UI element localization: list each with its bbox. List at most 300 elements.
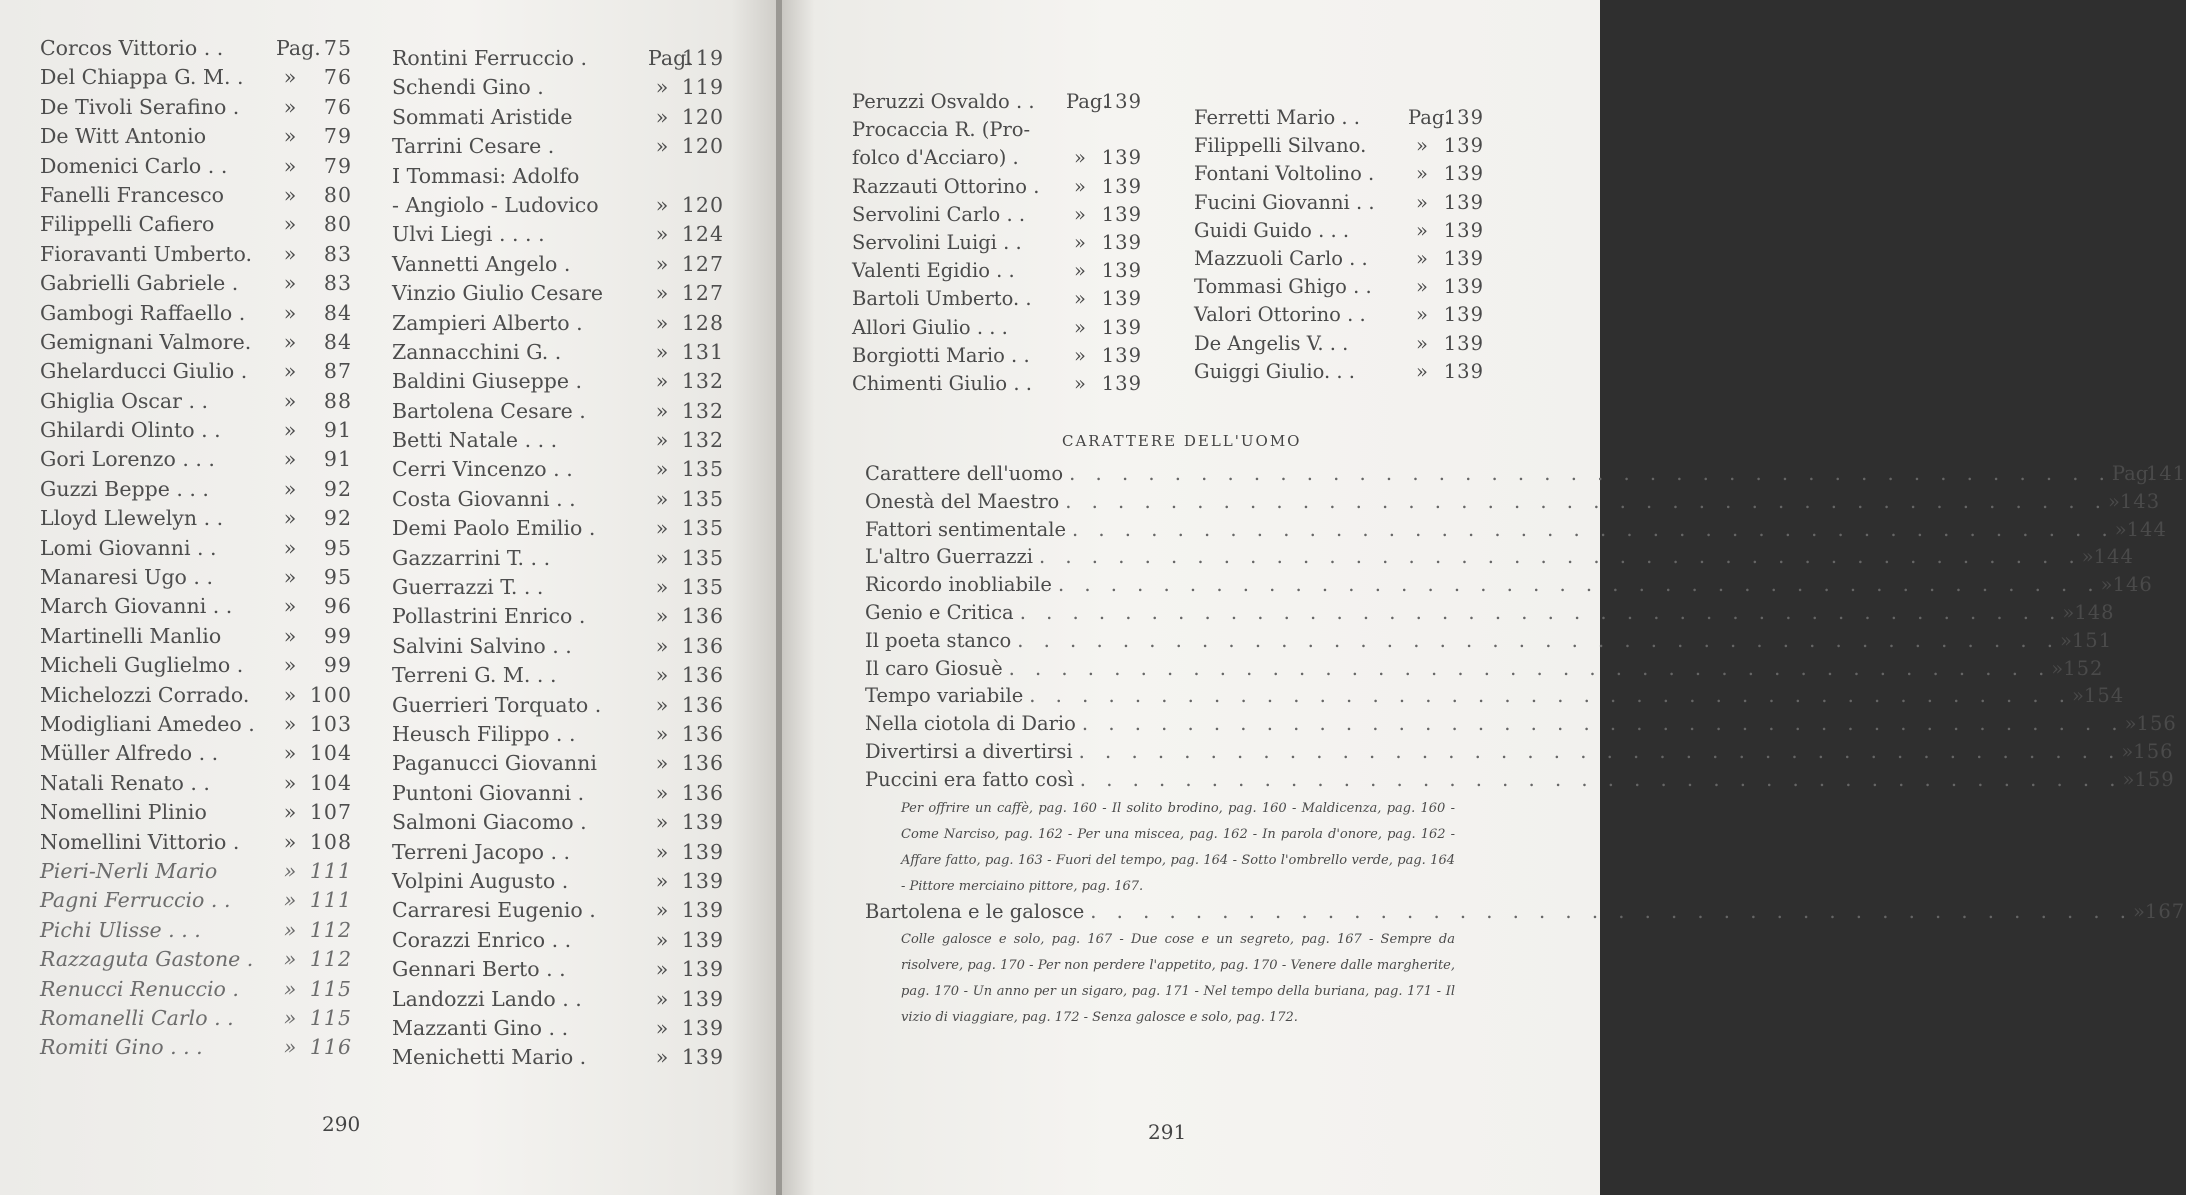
index-entry bbox=[392, 663, 724, 692]
entry-mark: » bbox=[283, 124, 297, 149]
entry-page: 139 bbox=[1443, 106, 1484, 129]
toc-entry bbox=[865, 489, 2161, 518]
entry-page: 139 bbox=[681, 839, 724, 864]
index-entry bbox=[1194, 134, 1484, 162]
entry-mark: » bbox=[1074, 146, 1086, 170]
entry-mark: » bbox=[283, 241, 297, 266]
index-entry bbox=[40, 888, 352, 917]
index-entry bbox=[40, 389, 352, 418]
toc-leader-dots: . . . . . . . . . . . . . . . . . . . . . . . . . . . . . . . . . . . . . . . . bbox=[1029, 684, 2072, 708]
entry-mark: » bbox=[283, 888, 297, 913]
entry-name: Landozzi Lando . . bbox=[392, 986, 582, 1011]
entry-name: Baldini Giuseppe . bbox=[392, 369, 582, 394]
entry-mark: Pag. bbox=[276, 36, 321, 60]
entry-name: Razzauti Ottorino . bbox=[852, 174, 1040, 198]
entry-page: 136 bbox=[681, 721, 724, 746]
entry-page: 99 bbox=[323, 623, 352, 648]
entry-page: 80 bbox=[323, 182, 352, 207]
entry-name: Cerri Vincenzo . . bbox=[392, 457, 573, 482]
index-entry bbox=[392, 751, 724, 780]
entry-name: Pagni Ferruccio . . bbox=[40, 888, 231, 913]
entry-page: 96 bbox=[323, 594, 352, 619]
right-index-column-1 bbox=[852, 90, 1142, 400]
entry-mark: » bbox=[655, 957, 669, 982]
entry-page: 135 bbox=[681, 516, 724, 541]
entry-name: Gabrielli Gabriele . bbox=[40, 271, 239, 296]
entry-mark: » bbox=[1074, 259, 1086, 283]
entry-page: 139 bbox=[681, 1045, 724, 1070]
section-title: CARATTERE DELL'UOMO bbox=[1062, 432, 1302, 450]
entry-page: 115 bbox=[309, 1005, 352, 1030]
index-entry bbox=[40, 447, 352, 476]
toc-entry bbox=[865, 739, 2174, 768]
entry-page: 135 bbox=[681, 545, 724, 570]
index-entry bbox=[852, 146, 1142, 174]
entry-page: 92 bbox=[323, 476, 352, 501]
entry-page: 139 bbox=[1443, 359, 1484, 383]
entry-mark: » bbox=[655, 868, 669, 893]
index-entry bbox=[852, 259, 1142, 287]
toc-entry bbox=[865, 517, 2167, 546]
entry-name: Valori Ottorino . . bbox=[1194, 303, 1366, 327]
toc-leader-dots: . . . . . . . . . . . . . . . . . . . . . . . . . . . . . . . . . . . . . . . . bbox=[1072, 517, 2115, 541]
entry-page: 139 bbox=[1101, 371, 1142, 395]
toc-page: 151 bbox=[2071, 628, 2113, 652]
toc-page: 144 bbox=[2093, 545, 2134, 569]
entry-mark: » bbox=[283, 741, 297, 766]
index-entry bbox=[40, 183, 352, 212]
entry-name: Micheli Guglielmo . bbox=[40, 653, 244, 678]
entry-mark: » bbox=[655, 545, 669, 570]
entry-name: Carraresi Eugenio . bbox=[392, 898, 596, 923]
entry-name: Lomi Giovanni . . bbox=[40, 535, 217, 560]
entry-mark: » bbox=[283, 711, 297, 736]
entry-page: 116 bbox=[309, 1035, 352, 1060]
toc-leader-dots: . . . . . . . . . . . . . . . . . . . . . . . . . . . . . . . . . . . . . . . . bbox=[1008, 656, 2052, 680]
index-entry bbox=[40, 565, 352, 594]
entry-page: 95 bbox=[323, 535, 352, 560]
entry-name: Zampieri Alberto . bbox=[392, 310, 583, 335]
entry-page: 132 bbox=[681, 428, 724, 453]
entry-mark: » bbox=[1416, 134, 1428, 158]
toc-entry bbox=[865, 767, 2175, 796]
entry-name: Ferretti Mario . . bbox=[1194, 106, 1360, 129]
entry-page: 136 bbox=[681, 663, 724, 688]
entry-name: Zannacchini G. . bbox=[392, 339, 562, 364]
entry-name: Renucci Renuccio . bbox=[40, 976, 239, 1001]
toc-mark: » bbox=[2122, 767, 2135, 791]
entry-mark: » bbox=[655, 339, 669, 364]
toc-entry bbox=[865, 899, 2186, 928]
entry-page: 92 bbox=[323, 506, 352, 531]
index-entry bbox=[392, 105, 724, 134]
entry-page: 107 bbox=[309, 800, 352, 825]
index-entry bbox=[392, 193, 724, 222]
entry-name: Lloyd Llewelyn . . bbox=[40, 506, 224, 531]
entry-page: 84 bbox=[323, 300, 352, 325]
entry-mark: » bbox=[655, 721, 669, 746]
entry-name: March Giovanni . . bbox=[40, 594, 233, 619]
entry-mark: » bbox=[1416, 275, 1428, 299]
entry-name: Manaresi Ugo . . bbox=[40, 565, 213, 590]
index-entry bbox=[40, 95, 352, 124]
entry-name: Corazzi Enrico . . bbox=[392, 927, 572, 952]
toc-mark: » bbox=[2132, 899, 2145, 923]
index-entry bbox=[40, 301, 352, 330]
entry-mark: » bbox=[655, 134, 669, 159]
entry-page: 111 bbox=[309, 888, 352, 913]
entry-mark: » bbox=[655, 516, 669, 541]
index-entry bbox=[852, 175, 1142, 203]
entry-name: Salmoni Giacomo . bbox=[392, 810, 587, 835]
index-entry bbox=[40, 359, 352, 388]
index-entry bbox=[392, 869, 724, 898]
entry-mark: » bbox=[1074, 315, 1086, 339]
entry-mark: » bbox=[655, 986, 669, 1011]
index-entry bbox=[40, 536, 352, 565]
entry-page: 88 bbox=[323, 388, 352, 413]
toc-title: Carattere dell'uomo bbox=[865, 462, 1064, 485]
entry-name: Ulvi Liegi . . . . bbox=[392, 222, 545, 247]
index-entry bbox=[1194, 275, 1484, 303]
entry-name: Romanelli Carlo . . bbox=[40, 1005, 234, 1030]
index-entry bbox=[40, 741, 352, 770]
entry-mark: Pag. bbox=[1408, 106, 1451, 129]
index-entry bbox=[40, 212, 352, 241]
index-entry bbox=[392, 634, 724, 663]
index-entry bbox=[392, 693, 724, 722]
index-entry bbox=[392, 516, 724, 545]
entry-name: Gennari Berto . . bbox=[392, 957, 566, 982]
index-entry bbox=[392, 1045, 724, 1074]
entry-mark: » bbox=[1416, 359, 1428, 383]
entry-mark: » bbox=[1416, 246, 1428, 270]
entry-page: 119 bbox=[681, 75, 724, 100]
entry-mark: » bbox=[655, 633, 669, 658]
right-index-column-2 bbox=[1194, 106, 1484, 388]
index-entry bbox=[392, 604, 724, 633]
entry-mark: » bbox=[283, 212, 297, 237]
entry-mark: » bbox=[283, 506, 297, 531]
entry-page: 79 bbox=[323, 124, 352, 149]
toc-page: 148 bbox=[2074, 600, 2115, 624]
index-entry bbox=[392, 399, 724, 428]
toc-entry bbox=[865, 573, 2153, 601]
index-entry bbox=[392, 928, 724, 957]
toc-mark: » bbox=[2081, 545, 2094, 569]
index-entry bbox=[392, 428, 724, 457]
entry-mark: » bbox=[1416, 162, 1428, 186]
index-entry bbox=[40, 977, 352, 1006]
entry-mark: » bbox=[655, 810, 669, 835]
entry-name: Demi Paolo Emilio . bbox=[392, 516, 596, 541]
toc-page: 144 bbox=[2126, 517, 2167, 541]
entry-mark: » bbox=[1074, 202, 1086, 226]
entry-name: Salvini Salvino . . bbox=[392, 633, 572, 658]
entry-mark: » bbox=[655, 310, 669, 335]
index-entry bbox=[40, 918, 352, 947]
entry-name: Modigliani Amedeo . bbox=[40, 711, 255, 736]
entry-mark: » bbox=[1416, 218, 1428, 242]
entry-page: 139 bbox=[1443, 218, 1484, 242]
index-entry bbox=[40, 771, 352, 800]
entry-page: 120 bbox=[681, 192, 724, 217]
entry-page: 127 bbox=[681, 251, 724, 276]
entry-mark: » bbox=[655, 104, 669, 129]
entry-page: 139 bbox=[681, 810, 724, 835]
entry-page: 139 bbox=[1101, 230, 1142, 254]
entry-mark: » bbox=[283, 858, 297, 883]
entry-page: 139 bbox=[1101, 174, 1142, 198]
entry-name: Guerrieri Torquato . bbox=[392, 692, 602, 717]
index-entry bbox=[392, 840, 724, 869]
entry-page: 76 bbox=[323, 94, 352, 119]
toc-title: Genio e Critica bbox=[865, 600, 1014, 624]
index-entry bbox=[40, 624, 352, 653]
index-entry bbox=[40, 154, 352, 183]
index-entry bbox=[392, 281, 724, 310]
index-entry bbox=[40, 1035, 352, 1064]
index-entry bbox=[40, 800, 352, 829]
entry-mark: » bbox=[283, 153, 297, 178]
entry-page: 75 bbox=[323, 36, 352, 60]
entry-name: Razzaguta Gastone . bbox=[40, 947, 254, 972]
entry-name: Romiti Gino . . . bbox=[40, 1035, 203, 1060]
index-entry bbox=[852, 203, 1142, 231]
entry-name: Sommati Aristide bbox=[392, 104, 573, 129]
index-entry bbox=[40, 65, 352, 94]
entry-name: Guzzi Beppe . . . bbox=[40, 476, 209, 501]
entry-page: 111 bbox=[309, 858, 352, 883]
entry-name: Gambogi Raffaello . bbox=[40, 300, 246, 325]
entry-mark: » bbox=[1074, 287, 1086, 311]
entry-page: 139 bbox=[1101, 287, 1142, 311]
toc-leader-dots: . . . . . . . . . . . . . . . . . . . . . . . . . . . . . . . . . . . . . . . . bbox=[1057, 573, 2101, 597]
entry-mark: » bbox=[283, 1005, 297, 1030]
entry-mark: » bbox=[1074, 230, 1086, 254]
toc-page: 156 bbox=[2133, 739, 2174, 763]
entry-mark: » bbox=[283, 300, 297, 325]
toc-subentries: Colle galosce e solo, pag. 167 - Due cose e un segreto, pag. 167 - Sempre da risolvere, pag. 170 - Per non perdere l'appetito, pag. 170 - Venere dalle margherite, pag. 170 - Un anno per un sigaro, pag. 171 - Nel tempo della buriana, pag. 171 - Il vizio di viaggiare, pag. 172 - Senza galosce e solo, pag. 172. bbox=[901, 932, 1455, 1026]
entry-name: Betti Natale . . . bbox=[392, 428, 558, 453]
entry-name: Domenici Carlo . . bbox=[40, 153, 228, 178]
entry-mark: » bbox=[655, 1015, 669, 1040]
entry-page: 91 bbox=[323, 418, 352, 443]
entry-name: Martinelli Manlio bbox=[40, 623, 222, 648]
toc-entry bbox=[865, 656, 2104, 685]
entry-mark: » bbox=[655, 927, 669, 952]
entry-mark: » bbox=[655, 486, 669, 511]
entry-name: Pollastrini Enrico . bbox=[392, 604, 586, 629]
entry-mark: » bbox=[655, 222, 669, 247]
entry-name: Guidi Guido . . . bbox=[1194, 218, 1350, 242]
entry-mark: » bbox=[655, 692, 669, 717]
index-entry bbox=[40, 330, 352, 359]
toc-leader-dots: . . . . . . . . . . . . . . . . . . . . . . . . . . . . . . . . . . . . . . . . bbox=[1017, 628, 2060, 652]
entry-page: 135 bbox=[681, 457, 724, 482]
entry-mark: » bbox=[283, 388, 297, 413]
toc-title: Il caro Giosuè bbox=[865, 656, 1003, 680]
toc-mark: » bbox=[2121, 739, 2134, 763]
toc-mark: » bbox=[2100, 573, 2113, 597]
entry-name: Fioravanti Umberto. bbox=[40, 241, 252, 266]
entry-name: De Tivoli Serafino . bbox=[40, 94, 240, 119]
toc-subentries: Per offrire un caffè, pag. 160 - Il solito brodino, pag. 160 - Maldicenza, pag. 160 - Come Narciso, pag. 162 - Per una miscea, pag. 162 - In parola d'onore, pag. 162 - Affare fatto, pag. 163 - Fuori del tempo, pag. 164 - Sotto l'ombrello verde, pag. 164 - Pittore merciaino pittore, pag. 167. bbox=[901, 800, 1455, 894]
entry-mark: » bbox=[283, 447, 297, 472]
toc-title: Nella ciotola di Dario bbox=[865, 712, 1076, 736]
entry-mark: » bbox=[655, 192, 669, 217]
entry-mark: » bbox=[1074, 343, 1086, 367]
entry-mark: » bbox=[283, 94, 297, 119]
toc-leader-dots: . . . . . . . . . . . . . . . . . . . . . . . . . . . . . . . . . . . . . . . . bbox=[1081, 712, 2125, 736]
entry-page: 139 bbox=[681, 927, 724, 952]
entry-mark: » bbox=[655, 398, 669, 423]
toc-entry bbox=[865, 600, 2115, 629]
index-entry bbox=[392, 164, 724, 193]
entry-name: Fanelli Francesco bbox=[40, 182, 224, 207]
entry-name: Rontini Ferruccio . bbox=[392, 46, 587, 70]
entry-page: 136 bbox=[681, 633, 724, 658]
entry-page: 139 bbox=[1443, 190, 1484, 214]
entry-page: 104 bbox=[309, 741, 352, 766]
index-entry bbox=[40, 271, 352, 300]
entry-name: Puntoni Giovanni . bbox=[392, 780, 585, 805]
toc-page: 146 bbox=[2112, 573, 2153, 597]
toc-entry bbox=[865, 712, 2177, 740]
index-entry bbox=[40, 859, 352, 888]
entry-name: Fucini Giovanni . . bbox=[1194, 190, 1375, 214]
page-number-right: 291 bbox=[1148, 1120, 1187, 1144]
entry-page: 139 bbox=[1443, 275, 1484, 299]
entry-page: 120 bbox=[681, 104, 724, 129]
toc-entry bbox=[865, 462, 2186, 490]
toc-leader-dots: . . . . . . . . . . . . . . . . . . . . . . . . . . . . . . . . . . . . . . . . bbox=[1065, 489, 2108, 513]
left-page bbox=[0, 0, 778, 1195]
entry-name: Gori Lorenzo . . . bbox=[40, 447, 215, 472]
index-entry bbox=[40, 947, 352, 976]
entry-mark: » bbox=[283, 917, 297, 942]
toc-mark: » bbox=[2114, 517, 2127, 541]
entry-mark: » bbox=[655, 780, 669, 805]
toc-entry bbox=[865, 628, 2113, 657]
toc-entry bbox=[865, 545, 2134, 573]
entry-name: Guiggi Giulio. . . bbox=[1194, 359, 1356, 383]
entry-mark: » bbox=[283, 770, 297, 795]
entry-name: Volpini Augusto . bbox=[392, 868, 569, 893]
entry-page: 100 bbox=[309, 682, 352, 707]
index-entry bbox=[392, 1016, 724, 1045]
entry-name: Corcos Vittorio . . bbox=[40, 36, 224, 60]
entry-name: Müller Alfredo . . bbox=[40, 741, 219, 766]
index-entry bbox=[40, 830, 352, 859]
entry-name: Schendi Gino . bbox=[392, 75, 544, 100]
entry-page: 139 bbox=[681, 957, 724, 982]
entry-mark: » bbox=[655, 75, 669, 100]
entry-page: 132 bbox=[681, 398, 724, 423]
entry-name: Natali Renato . . bbox=[40, 770, 210, 795]
toc-mark: » bbox=[2059, 628, 2072, 652]
index-entry bbox=[392, 46, 724, 75]
toc-mark: » bbox=[2071, 684, 2084, 708]
entry-page: 132 bbox=[681, 369, 724, 394]
entry-page: 136 bbox=[681, 751, 724, 776]
toc-title: Onestà del Maestro bbox=[865, 489, 1060, 513]
entry-name: Mazzanti Gino . . bbox=[392, 1015, 569, 1040]
index-entry bbox=[392, 369, 724, 398]
entry-page: 139 bbox=[1443, 134, 1484, 158]
entry-mark: » bbox=[283, 829, 297, 854]
entry-mark: » bbox=[655, 663, 669, 688]
toc-leader-dots: . . . . . . . . . . . . . . . . . . . . . . . . . . . . . . . . . . . . . . . . bbox=[1019, 600, 2063, 624]
entry-name: Tarrini Cesare . bbox=[392, 134, 555, 159]
entry-mark: » bbox=[655, 839, 669, 864]
entry-mark: » bbox=[283, 271, 297, 296]
entry-name: Gazzarrini T. . . bbox=[392, 545, 551, 570]
table-of-contents bbox=[865, 462, 2186, 1031]
entry-mark: » bbox=[283, 476, 297, 501]
toc-page: 156 bbox=[2136, 712, 2177, 736]
index-entry bbox=[852, 372, 1142, 400]
index-entry bbox=[40, 418, 352, 447]
entry-mark: » bbox=[655, 251, 669, 276]
entry-name: Nomellini Plinio bbox=[40, 800, 207, 825]
entry-name: Filippelli Silvano. bbox=[1194, 134, 1367, 158]
entry-mark: » bbox=[1416, 331, 1428, 355]
entry-page: 87 bbox=[323, 359, 352, 384]
toc-leader-dots: . . . . . . . . . . . . . . . . . . . . . . . . . . . . . . . . . . . . . . . . bbox=[1069, 462, 2112, 485]
index-entry bbox=[852, 316, 1142, 344]
toc-title: Ricordo inobliabile bbox=[865, 573, 1052, 597]
entry-name: Procaccia R. (Pro- bbox=[852, 118, 1031, 142]
entry-name: Ghelarducci Giulio . bbox=[40, 359, 248, 384]
entry-page: 115 bbox=[309, 976, 352, 1001]
entry-page: 139 bbox=[681, 868, 724, 893]
entry-page: 83 bbox=[323, 241, 352, 266]
index-entry bbox=[852, 118, 1142, 146]
index-entry bbox=[392, 781, 724, 810]
entry-mark: » bbox=[655, 898, 669, 923]
index-entry bbox=[1194, 247, 1484, 275]
toc-page: 159 bbox=[2134, 767, 2175, 791]
index-entry bbox=[392, 222, 724, 251]
index-entry bbox=[852, 231, 1142, 259]
entry-page: 76 bbox=[323, 65, 352, 90]
entry-mark: » bbox=[655, 604, 669, 629]
entry-mark: » bbox=[283, 623, 297, 648]
index-entry bbox=[1194, 106, 1484, 134]
toc-mark: » bbox=[2107, 489, 2120, 513]
entry-page: 139 bbox=[1101, 259, 1142, 283]
entry-name: Servolini Luigi . . bbox=[852, 230, 1022, 254]
entry-name: Costa Giovanni . . bbox=[392, 486, 576, 511]
entry-page: 136 bbox=[681, 692, 724, 717]
toc-title: Bartolena e le galosce bbox=[865, 899, 1085, 923]
index-entry bbox=[40, 36, 352, 65]
entry-mark: » bbox=[283, 535, 297, 560]
toc-title: Divertirsi a divertirsi bbox=[865, 739, 1073, 763]
entry-page: 139 bbox=[1443, 162, 1484, 186]
index-entry bbox=[392, 134, 724, 163]
index-entry bbox=[392, 487, 724, 516]
toc-mark: » bbox=[2124, 712, 2137, 736]
entry-name: Pieri-Nerli Mario bbox=[40, 858, 218, 883]
entry-name: Bartolena Cesare . bbox=[392, 398, 586, 423]
toc-mark: Pag. bbox=[2111, 462, 2155, 485]
entry-name: Paganucci Giovanni bbox=[392, 751, 597, 776]
entry-page: 95 bbox=[323, 565, 352, 590]
entry-name: Pichi Ulisse . . . bbox=[40, 917, 201, 942]
entry-page: 139 bbox=[681, 898, 724, 923]
